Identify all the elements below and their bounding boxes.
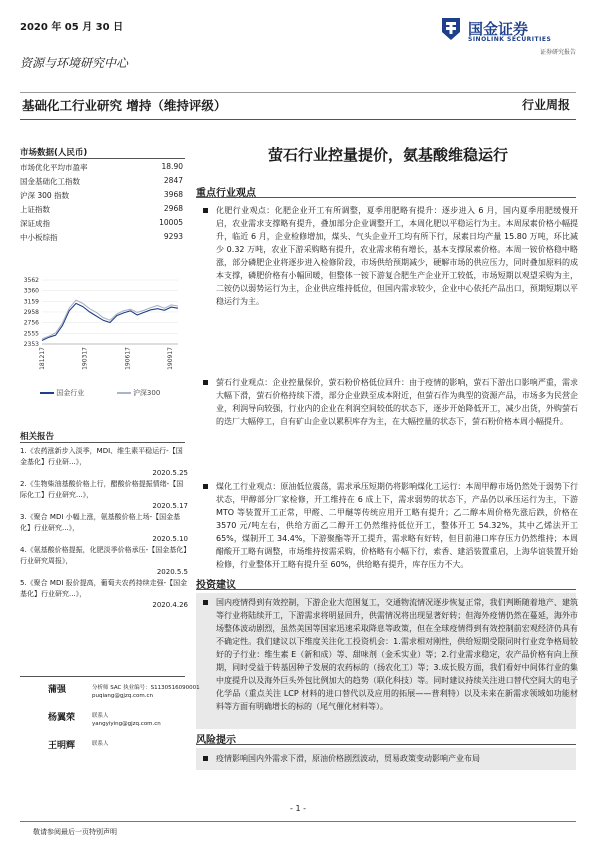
bullet-icon	[203, 484, 208, 489]
market-row	[20, 204, 185, 216]
analyst-name: 蒲强	[48, 685, 67, 695]
related-report-item[interactable]	[20, 512, 188, 545]
paragraph-text: 煤化工行业观点：原油低位震荡，需求承压短期仍将影响煤化工运行：本周甲醇市场仍然处于弱势下行状态，甲醇部分厂家检修，开工维持在 6 成上下，需求弱势的状态下，产品仍以承压运行为主，下游 MTO 等装置开工正常，甲醛、二甲醚等传统应用开工略有提升；乙二醇本周价格先涨后跌，价格在 3570 元/吨左右，供给方面乙二醇开工仍然维持低位开工，整体开工 54.32%，其中乙烯法开工 65%，煤制开工 34.4%，下游聚酯等开工提升，需求略有好转，但目前港口库存压力仍然维持；本周醋酸开工略有调整，市场维持按需采购，价格略有小幅下行，索香、建滔装置重启，上海华谊装置开始检修，行业整体开工略有提升至 60%，供给略有提升，库存压力不大。	[216, 482, 578, 569]
index-line-chart	[18, 276, 188, 371]
section-heading-investment: 投资建议	[196, 580, 236, 591]
market-value: 2968	[163, 204, 183, 213]
paragraph-fluorite	[216, 376, 578, 428]
analyst-info-line: 联系人	[92, 741, 109, 747]
market-value: 18.90	[161, 162, 183, 171]
logo-name: 国金证券	[468, 20, 529, 38]
market-row	[20, 190, 185, 202]
divider	[196, 589, 576, 590]
market-label: 深证成指	[20, 219, 50, 228]
y-tick-label: 3360	[23, 287, 39, 295]
logo-english: SINOLINK SECURITIES	[468, 36, 552, 43]
market-value: 10005	[159, 218, 183, 227]
legend-label-industry: 国金行业	[56, 389, 85, 397]
related-report-item[interactable]	[20, 446, 188, 479]
related-report-title: 3.《聚合 MDI 小幅上涨，氨基酸价格上场-【国金基化】行业研究...》，	[20, 513, 181, 532]
paragraph-fertilizer	[216, 204, 578, 308]
related-report-item[interactable]	[20, 578, 188, 611]
market-data-heading: 市场数据(人民币)	[20, 148, 88, 158]
footer-divider	[20, 821, 576, 822]
legend-swatch-industry	[40, 392, 54, 394]
related-report-title: 4.《氨基酸价格提振，化肥淡季价格承压-【国金基化】行业研究周报》，	[20, 546, 187, 565]
related-report-title: 5.《聚合 MDI 报价提高，葡萄夫农药持续走强-【国金基化】行业研究...》，	[20, 579, 188, 598]
related-report-item[interactable]	[20, 545, 188, 578]
legend-swatch-hs300	[117, 392, 131, 394]
analyst-info-line: 分析师 SAC 执业编号：S1130516090001	[92, 685, 200, 691]
section-heading-risk: 风险提示	[196, 735, 236, 746]
company-logo	[440, 16, 580, 56]
footer-disclaimer: 敬请参阅最后一页特别声明	[33, 828, 117, 836]
bullet-icon	[203, 208, 208, 213]
x-tick-label: 181217	[39, 347, 46, 370]
paragraph-text: 国内疫情得到有效控制，下游企业大范围复工，交通物流情况逐步恢复正常，我们判断随着地产、建筑等行业将陆续开工，下游需求将明显回升，供需情况将出现显著好转；但海外疫情仍然在蔓延，海外市场整体波动剧烈，虽然美国等国家迅速采取降息等政策，但在全球疫情得到有效控制前宏观经济仍具有不确定性。我们建议以下维度关注化工投资机会：1.需求相对刚性，供给短期受限同时行业竞争格局较好的子行业：维生素 E（新和成）等、甜味剂（金禾实业）等；2.行业需求稳定，农产品价格有向上预期，同时受益于转基因种子发展的农药标的（扬农化工）等；3.成长股方面，我们看好中间体行业的集中度提升以及海外巨头外包比例加大的趋势（联化科技）等。同时建议持续关注进口替代空间大的电子化学品（重点关注 LCP 材料的进口替代以及应用的拓展——普利特）以及未来在新需求领域如功能材料等方面有明确增长的标的（尾气催化材料等）。	[216, 598, 578, 711]
analyst-info-line: 联系人	[92, 713, 109, 719]
bullet-icon	[203, 756, 208, 761]
related-report-date: 2020.5.5	[156, 568, 188, 576]
market-label: 沪深 300 指数	[20, 191, 70, 200]
paragraph-text: 萤石行业观点：企业控量保价，萤石粉价格低位回升：由于疫情的影响，萤石下游出口影响严重，需求大幅下滑，萤石价格持续下滑，部分企业跌至成本附近，但萤石作为典型的资源产品，市场多为民营企业，利润导向较强，行业内的企业在利润空间较低的状态下，逐步开始降低开工，减少出货，外购萤石的迭厂大幅停工，自有矿山企业以累积库存为主，在大幅控量的状态下，萤石粉价格本周小幅提升。	[216, 378, 578, 426]
divider	[20, 442, 185, 443]
related-report-title: 1.《农药涨新步入淡季，MDI、维生素平稳运行-【国金基化】行业研...》，	[20, 447, 183, 466]
analyst-name: 杨翼荣	[48, 713, 76, 723]
related-report-date: 2020.5.17	[152, 502, 188, 510]
market-value: 9293	[163, 232, 183, 241]
market-label: 市场优化平均市盈率	[20, 163, 88, 172]
report-category: 行业周报	[521, 98, 570, 112]
related-report-date: 2020.5.25	[152, 469, 188, 477]
divider	[20, 676, 185, 677]
analyst-info	[92, 740, 109, 748]
market-value: 2847	[163, 176, 183, 185]
divider	[20, 158, 185, 159]
y-tick-label: 2958	[23, 308, 39, 316]
bullet-icon	[203, 600, 208, 605]
logo-mark-icon	[440, 16, 462, 42]
paragraph-text: 疫情影响国内外需求下滑，原油价格剧烈波动，贸易政策变动影响产业布局	[216, 754, 480, 763]
y-tick-label: 2353	[23, 341, 39, 348]
market-label: 中小板综指	[20, 233, 58, 242]
related-report-date: 2020.4.26	[152, 601, 188, 609]
y-tick-label: 2555	[23, 330, 39, 338]
related-report-item[interactable]	[20, 479, 188, 512]
market-label: 上证指数	[20, 205, 50, 214]
market-row	[20, 162, 185, 174]
related-report-date: 2020.5.10	[152, 535, 188, 543]
paragraph-risk	[216, 752, 578, 765]
market-row	[20, 218, 185, 230]
chart-legend	[40, 388, 190, 398]
market-label: 国金基础化工指数	[20, 177, 80, 186]
analyst-info	[92, 712, 161, 728]
analyst-name: 王明辉	[48, 741, 76, 751]
report-date: 2020 年 05 月 30 日	[20, 22, 124, 33]
bullet-icon	[203, 380, 208, 385]
x-tick-label: 190617	[124, 347, 132, 370]
market-row	[20, 232, 185, 244]
divider	[196, 744, 576, 745]
section-heading-key-points: 重点行业观点	[196, 188, 256, 199]
analyst-info	[92, 684, 200, 700]
paragraph-coal-chemical	[216, 480, 578, 571]
related-report-title: 2.《生物柴油基酸价格上行，醋酸价格提振情绪-【国际化工】行业研究...》，	[20, 480, 184, 499]
paragraph-investment	[216, 596, 578, 713]
analyst-info-line: yangyiying@gjzq.com.cn	[92, 721, 161, 727]
paragraph-text: 化肥行业观点：化肥企业开工有所调整，夏季用肥略有提升：逐步进入 6 月，国内夏季用肥缓慢开启，农业需求支撑略有提升，叠加部分企业调整开工，本周化肥以平稳运行为主。本周尿素价格小幅提升，临近 6 月，企业检修增加，煤头、气头企业开工均有所下行，尿素日均产量 15.80 万吨，环比减少 0.32 万吨，农业下游采购略有提升，农业需求稍有增长，基本支撑尿素价格。本周一铵价格稳中略涨，部分磷肥企业将逐步进入检修阶段，市场供给预期减少，硬解市场的供应压力，同时叠加原料的成本支撑，磷肥价格有小幅回暖，但整体一铵下游复合肥生产企业开工较低，市场短期以观望采购为主，二铵仍以弱势运行为主，企业供应维持低位，但国内需求较少，企业中心依托产品出口，预期短期以平稳运行为主。	[216, 206, 578, 306]
report-type: 基础化工行业研究 增持（维持评级）	[22, 98, 227, 113]
divider	[196, 197, 576, 198]
x-tick-label: 190317	[81, 347, 89, 370]
x-tick-label: 190917	[167, 347, 174, 370]
research-center: 资源与环境研究中心	[20, 56, 129, 70]
y-tick-label: 2756	[23, 319, 39, 327]
analyst-info-line: puqiang@gjzq.com.cn	[92, 693, 153, 699]
page-number: - 1 -	[290, 804, 306, 813]
y-tick-label: 3159	[23, 298, 39, 306]
page-title: 萤石行业控量提价，氨基酸维稳运行	[267, 146, 508, 164]
market-row	[20, 176, 185, 188]
market-value: 3968	[163, 190, 183, 199]
related-reports-heading: 相关报告	[20, 432, 55, 442]
logo-subtitle: 证券研究报告	[540, 49, 577, 56]
legend-label-hs300: 沪深300	[132, 389, 161, 397]
y-tick-label: 3562	[23, 277, 39, 284]
